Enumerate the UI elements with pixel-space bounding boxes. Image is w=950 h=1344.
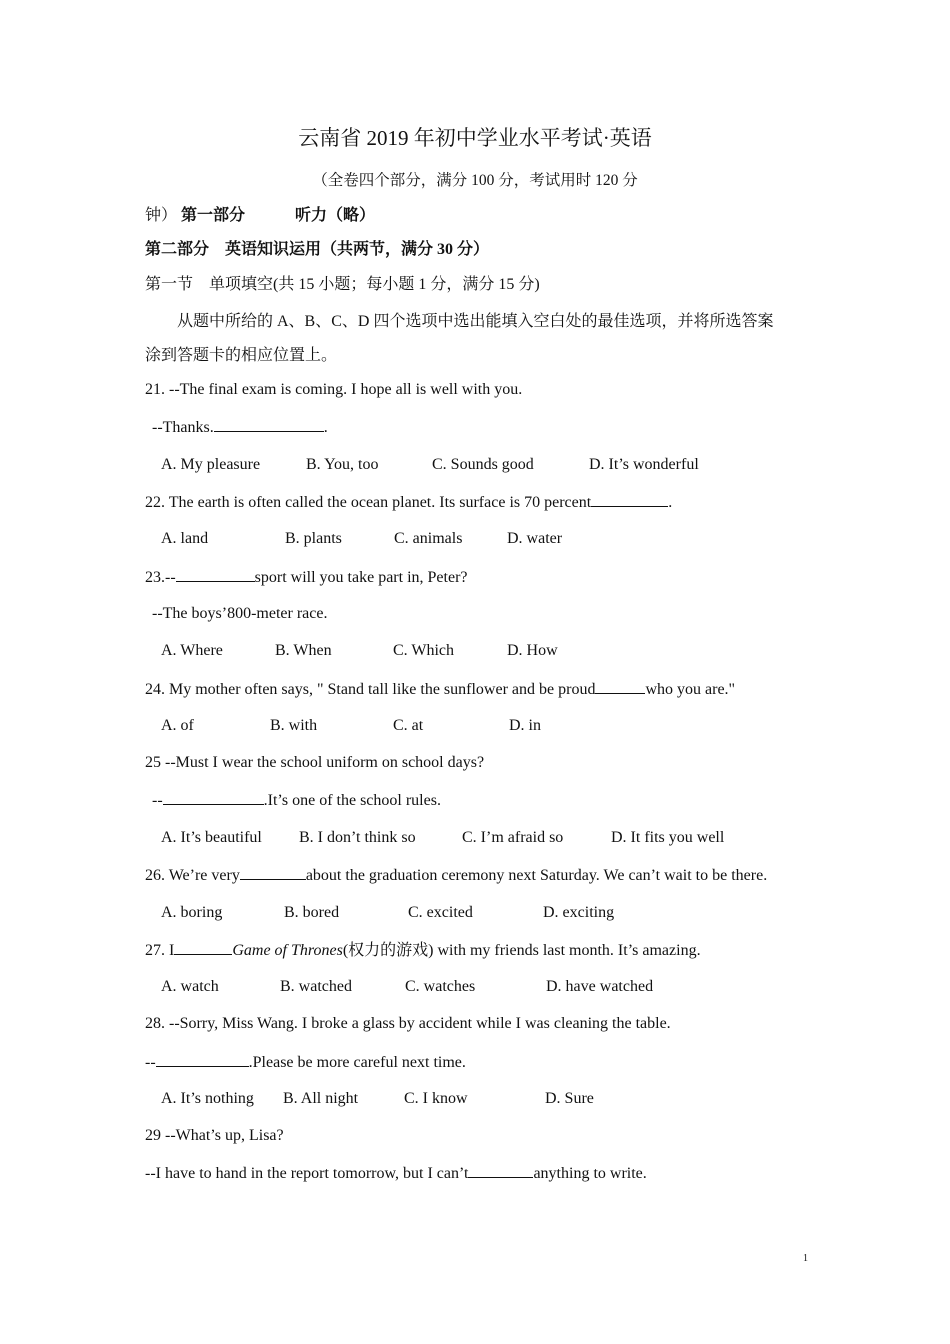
- q27-option-b: B. watched: [280, 978, 352, 995]
- part1-title: 听力（略）: [295, 207, 376, 224]
- tv-show-title: Game of Thrones: [232, 942, 343, 959]
- question-25-reply: [152, 790, 441, 811]
- question-29-reply: [145, 1163, 647, 1184]
- q28-option-c: C. I know: [404, 1090, 468, 1107]
- instructions-line-1: 从题中所给的 A、B、C、D 四个选项中选出能填入空白处的最佳选项，并将所选答案: [177, 313, 774, 330]
- q22-option-b: B. plants: [285, 530, 342, 547]
- q28-option-a: A. It’s nothing: [161, 1090, 254, 1107]
- q25-option-a: A. It’s beautiful: [161, 829, 262, 846]
- subtitle-continuation-line: [145, 206, 375, 226]
- page-number: 1: [803, 1253, 808, 1264]
- q25-option-b: B. I don’t think so: [299, 829, 416, 846]
- question-28-stem: 28. --Sorry, Miss Wang. I broke a glass by accident while I was cleaning the table.: [145, 1015, 671, 1032]
- question-25-stem: 25 --Must I wear the school uniform on school days?: [145, 754, 485, 771]
- q24-option-b: B. with: [270, 717, 318, 734]
- question-24-stem: [145, 679, 735, 700]
- q21-option-a: A. My pleasure: [161, 456, 261, 473]
- q22-option-c: C. animals: [394, 530, 463, 547]
- answer-blank: [214, 417, 324, 432]
- answer-blank: [156, 1052, 249, 1067]
- q27-option-c: C. watches: [405, 978, 476, 995]
- exam-subtitle: （全卷四个部分，满分 100 分，考试用时 120 分: [312, 172, 638, 189]
- answer-blank: [163, 790, 264, 805]
- answer-blank: [468, 1163, 533, 1178]
- question-29-stem: 29 --What’s up, Lisa?: [145, 1127, 284, 1144]
- reply-end: .: [323, 419, 328, 436]
- question-21-stem: 21. --The final exam is coming. I hope all is well with you.: [145, 381, 523, 398]
- question-21-reply: [152, 417, 328, 438]
- subtitle-continuation: 钟）: [145, 207, 178, 224]
- q24-option-a: A. of: [161, 717, 194, 734]
- question-26-stem: [145, 865, 767, 886]
- reply-end: .It’s one of the school rules.: [263, 792, 441, 809]
- stem-text: 26. We’re very: [145, 867, 240, 884]
- stem-text: 24. My mother often says, " Stand tall like the sunflower and be proud: [145, 681, 596, 698]
- q26-option-d: D. exciting: [543, 904, 615, 921]
- stem-end: (权力的游戏) with my friends last month. It’s amazing.: [342, 942, 701, 959]
- q22-option-d: D. water: [507, 530, 563, 547]
- stem-end: who you are.": [645, 681, 736, 698]
- question-23-stem: [145, 567, 468, 588]
- q23-option-c: C. Which: [393, 642, 455, 659]
- q21-option-c: C. Sounds good: [432, 456, 534, 473]
- q21-option-b: B. You, too: [306, 456, 379, 473]
- page-title: 云南省 2019 年初中学业水平考试·英语: [298, 126, 652, 150]
- q26-option-c: C. excited: [408, 904, 473, 921]
- q26-option-a: A. boring: [161, 904, 223, 921]
- reply-text: --: [152, 792, 163, 809]
- question-22-stem: [145, 492, 672, 513]
- section1-heading: 第一节 单项填空(共 15 小题；每小题 1 分，满分 15 分): [145, 276, 540, 293]
- q24-option-d: D. in: [509, 717, 541, 734]
- question-23-reply: --The boys’800-meter race.: [152, 605, 328, 622]
- q24-option-c: C. at: [393, 717, 424, 734]
- answer-blank: [174, 940, 232, 955]
- q27-option-d: D. have watched: [546, 978, 654, 995]
- part1-label: 第一部分: [181, 207, 246, 224]
- stem-end: .: [668, 494, 673, 511]
- answer-blank: [176, 567, 255, 582]
- q28-option-b: B. All night: [283, 1090, 359, 1107]
- q25-option-d: D. It fits you well: [611, 829, 725, 846]
- reply-text: --Thanks.: [152, 419, 214, 436]
- q26-option-b: B. bored: [284, 904, 340, 921]
- stem-text: 22. The earth is often called the ocean planet. Its surface is 70 percent: [145, 494, 592, 511]
- q22-option-a: A. land: [161, 530, 209, 547]
- stem-end: about the graduation ceremony next Saturday. We can’t wait to be there.: [305, 867, 768, 884]
- question-27-stem: [145, 940, 701, 961]
- instructions-line-2: 涂到答题卡的相应位置上。: [145, 347, 338, 364]
- reply-end: .Please be more careful next time.: [248, 1054, 466, 1071]
- q21-option-d: D. It’s wonderful: [589, 456, 699, 473]
- reply-end: anything to write.: [533, 1165, 647, 1182]
- q25-option-c: C. I’m afraid so: [462, 829, 564, 846]
- q23-option-d: D. How: [507, 642, 558, 659]
- answer-blank: [240, 865, 306, 880]
- q28-option-d: D. Sure: [545, 1090, 594, 1107]
- reply-text: --I have to hand in the report tomorrow, but I can’t: [145, 1165, 469, 1182]
- question-28-reply: [145, 1052, 466, 1073]
- stem-end: sport will you take part in, Peter?: [254, 569, 468, 586]
- q23-option-a: A. Where: [161, 642, 223, 659]
- answer-blank: [591, 492, 668, 507]
- q23-option-b: B. When: [275, 642, 332, 659]
- reply-text: --: [145, 1054, 156, 1071]
- part2-heading: 第二部分 英语知识运用（共两节，满分 30 分）: [145, 241, 490, 258]
- stem-text: 23.--: [145, 569, 176, 586]
- stem-text: 27. I: [145, 942, 175, 959]
- answer-blank: [595, 679, 645, 694]
- q27-option-a: A. watch: [161, 978, 219, 995]
